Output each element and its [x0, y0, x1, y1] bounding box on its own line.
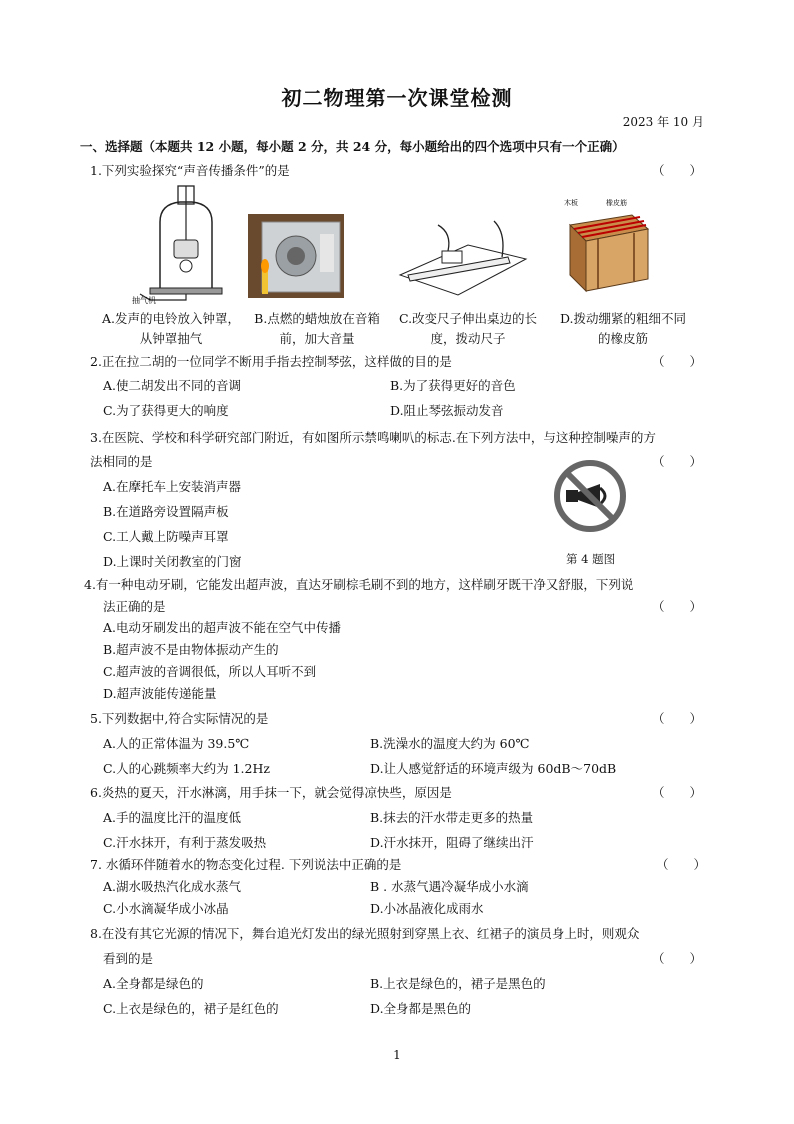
q7-option-b[interactable]: B . 水蒸气遇冷凝华成小水滴 — [370, 879, 529, 894]
q3-option-b[interactable]: B.在道路旁设置隔声板 — [103, 504, 229, 519]
q1-option-d[interactable]: D.拨动绷紧的粗细不同的橡皮筋 — [559, 311, 687, 346]
q4-answer-paren[interactable]: （ ） — [652, 599, 703, 614]
q5-stem: 5.下列数据中,符合实际情况的是 — [90, 711, 269, 726]
q5-option-b[interactable]: B.洗澡水的温度大约为 60℃ — [370, 736, 530, 751]
q3-option-c[interactable]: C.工人戴上防噪声耳罩 — [103, 529, 229, 544]
q8-option-d[interactable]: D.全身都是黑色的 — [370, 1001, 472, 1016]
page-title: 初二物理第一次课堂检测 — [281, 86, 513, 110]
q3-figure-caption: 第 4 题图 — [566, 552, 616, 566]
pump-label: 抽气机 — [132, 296, 156, 304]
q4-option-d[interactable]: D.超声波能传递能量 — [103, 686, 217, 701]
q2-option-a[interactable]: A.使二胡发出不同的音调 — [103, 378, 242, 393]
q3-option-d[interactable]: D.上课时关闭教室的门窗 — [103, 554, 242, 569]
q1-answer-paren[interactable]: （ ） — [652, 163, 703, 178]
q4-option-c[interactable]: C.超声波的音调很低，所以人耳听不到 — [103, 664, 317, 679]
q6-answer-paren[interactable]: （ ） — [652, 785, 703, 800]
q5-option-d[interactable]: D.让人感觉舒适的环境声级为 60dB～70dB — [370, 761, 617, 776]
ruler-figure — [398, 215, 528, 299]
rubber-band-box-figure — [562, 195, 652, 295]
q3-answer-paren[interactable]: （ ） — [652, 454, 703, 469]
q3-option-a[interactable]: A.在摩托车上安装消声器 — [103, 479, 242, 494]
q4-option-b[interactable]: B.超声波不是由物体振动产生的 — [103, 642, 279, 657]
no-horn-sign-icon — [552, 458, 628, 534]
q7-stem: 7. 水循环伴随着水的物态变化过程. 下列说法中正确的是 — [90, 857, 402, 872]
q6-stem: 6.炎热的夏天，汗水淋漓，用手抹一下，就会觉得凉快些，原因是 — [90, 785, 452, 800]
page-number: 1 — [393, 1048, 401, 1062]
q2-option-b[interactable]: B.为了获得更好的音色 — [390, 378, 516, 393]
band-label: 橡皮筋 — [606, 199, 627, 207]
q8-stem-line2: 看到的是 — [103, 951, 154, 966]
exam-date: 2023 年 10 月 — [622, 115, 704, 129]
q3-stem-line2: 法相同的是 — [90, 454, 153, 469]
q8-option-c[interactable]: C.上衣是绿色的，裙子是红色的 — [103, 1001, 279, 1016]
q2-stem: 2.正在拉二胡的一位同学不断用手指去控制琴弦，这样做的目的是 — [90, 354, 452, 369]
q6-option-c[interactable]: C.汗水抹开，有利于蒸发吸热 — [103, 835, 267, 850]
q1-option-b[interactable]: B.点燃的蜡烛放在音箱前，加大音量 — [254, 311, 380, 346]
q2-answer-paren[interactable]: （ ） — [652, 354, 703, 369]
q7-answer-paren[interactable]: （ ） — [656, 857, 707, 872]
q1-option-a[interactable]: A.发声的电铃放入钟罩，从钟罩抽气 — [101, 311, 240, 346]
q1-option-c[interactable]: C.改变尺子伸出桌边的长度，拨动尺子 — [398, 311, 538, 346]
q8-option-a[interactable]: A.全身都是绿色的 — [103, 976, 204, 991]
q8-answer-paren[interactable]: （ ） — [652, 951, 703, 966]
q4-option-a[interactable]: A.电动牙刷发出的超声波不能在空气中传播 — [103, 620, 342, 635]
q3-stem-line1: 3.在医院、学校和科学研究部门附近，有如图所示禁鸣喇叭的标志.在下列方法中，与这种控制噪声的方 — [90, 430, 656, 445]
q4-stem-line1: 4.有一种电动牙刷，它能发出超声波，直达牙刷棕毛刷不到的地方，这样刷牙既干净又舒服，下列说 — [84, 577, 634, 592]
q5-answer-paren[interactable]: （ ） — [652, 711, 703, 726]
wood-label: 木板 — [564, 199, 578, 207]
bell-jar-figure — [130, 182, 240, 304]
q8-option-b[interactable]: B.上衣是绿色的，裙子是黑色的 — [370, 976, 546, 991]
q6-option-b[interactable]: B.抹去的汗水带走更多的热量 — [370, 810, 534, 825]
q1-stem: 1.下列实验探究“声音传播条件”的是 — [90, 163, 290, 178]
q2-option-d[interactable]: D.阻止琴弦振动发音 — [390, 403, 504, 418]
speaker-candle-figure — [248, 214, 344, 298]
q4-stem-line2: 法正确的是 — [103, 599, 166, 614]
q5-option-a[interactable]: A.人的正常体温为 39.5℃ — [103, 736, 250, 751]
q2-option-c[interactable]: C.为了获得更大的响度 — [103, 403, 229, 418]
section-heading: 一、选择题（本题共 12 小题，每小题 2 分，共 24 分，每小题给出的四个选项中只有一个正确） — [80, 139, 625, 154]
q6-option-d[interactable]: D.汗水抹开，阻碍了继续出汗 — [370, 835, 534, 850]
q8-stem-line1: 8.在没有其它光源的情况下，舞台追光灯发出的绿光照射到穿黑上衣、红裙子的演员身上时，则观众 — [90, 926, 640, 941]
q7-option-a[interactable]: A.湖水吸热汽化成水蒸气 — [103, 879, 242, 894]
q5-option-c[interactable]: C.人的心跳频率大约为 1.2Hz — [103, 761, 270, 776]
q7-option-c[interactable]: C.小水滴凝华成小冰晶 — [103, 901, 229, 916]
q7-option-d[interactable]: D.小冰晶液化成雨水 — [370, 901, 484, 916]
q6-option-a[interactable]: A.手的温度比汗的温度低 — [103, 810, 242, 825]
